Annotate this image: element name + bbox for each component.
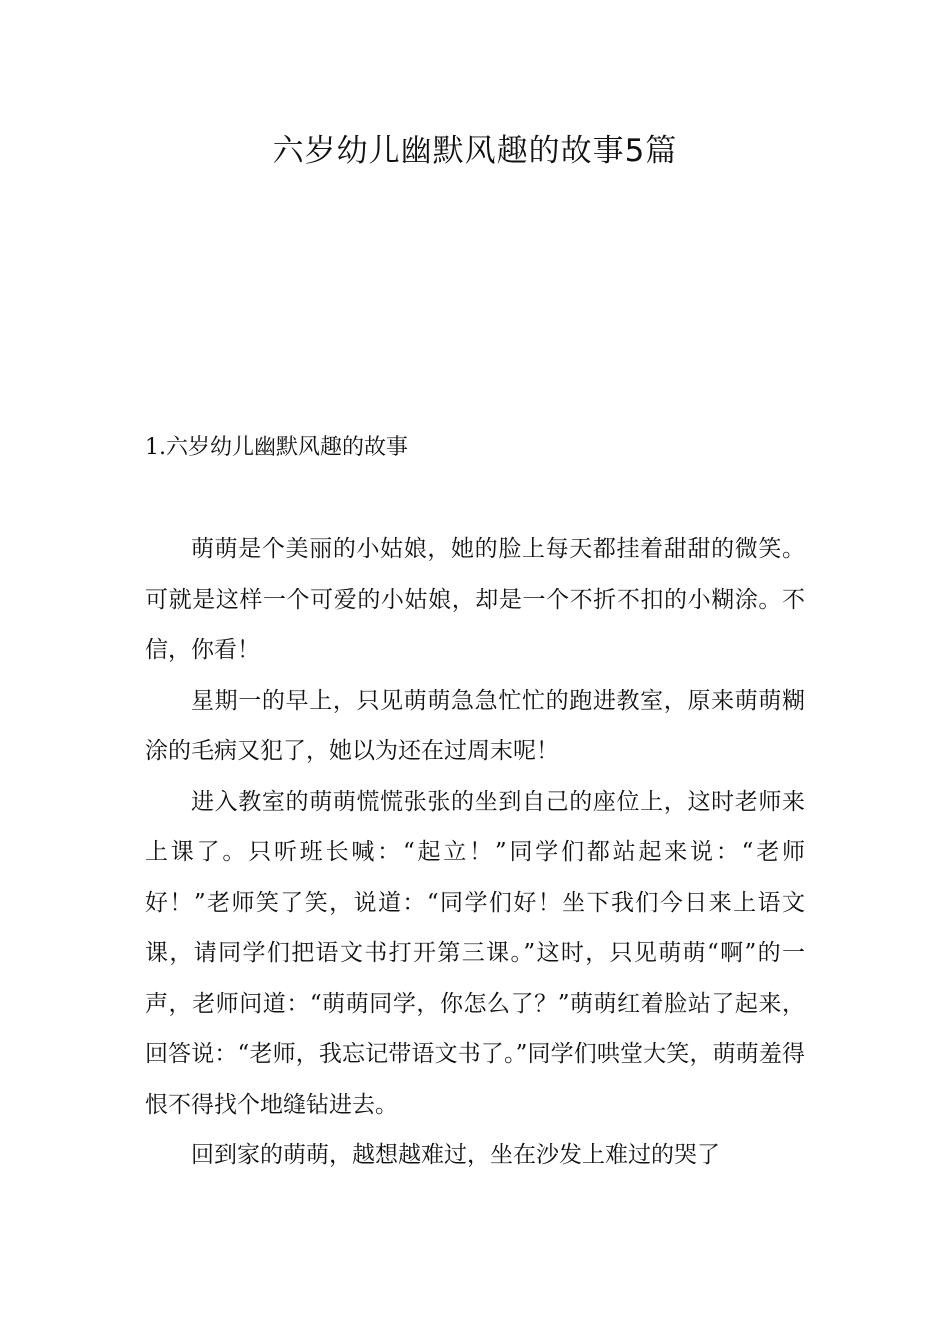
document-title: 六岁幼儿幽默风趣的故事5篇 [272, 133, 678, 169]
paragraph: 进入教室的萌萌慌慌张张的坐到自己的座位上，这时老师来上课了。只听班长喊：“起立！”同学们都站起来说：“老师好！”老师笑了笑，说道：“同学们好！坐下我们今日来上语文课，请同学们把语文书打开第三课。”这时，只见萌萌“啊”的一声，老师问道：“萌萌同学，你怎么了？”萌萌红着脸站了起来，回答说：“老师，我忘记带语文书了。”同学们哄堂大笑，萌萌羞得恨不得找个地缝钻进去。 [145, 788, 805, 1118]
paragraph: 回到家的萌萌，越想越难过，坐在沙发上难过的哭了 [191, 1142, 720, 1168]
story-body [145, 524, 805, 1181]
paragraph: 星期一的早上，只见萌萌急急忙忙的跑进教室，原来萌萌糊涂的毛病又犯了，她以为还在过周末呢！ [145, 687, 805, 764]
paragraph: 萌萌是个美丽的小姑娘，她的脸上每天都挂着甜甜的微笑。可就是这样一个可爱的小姑娘，却是一个不折不扣的小糊涂。不信，你看！ [145, 536, 805, 663]
section-heading: 1.六岁幼儿幽默风趣的故事 [145, 435, 408, 460]
